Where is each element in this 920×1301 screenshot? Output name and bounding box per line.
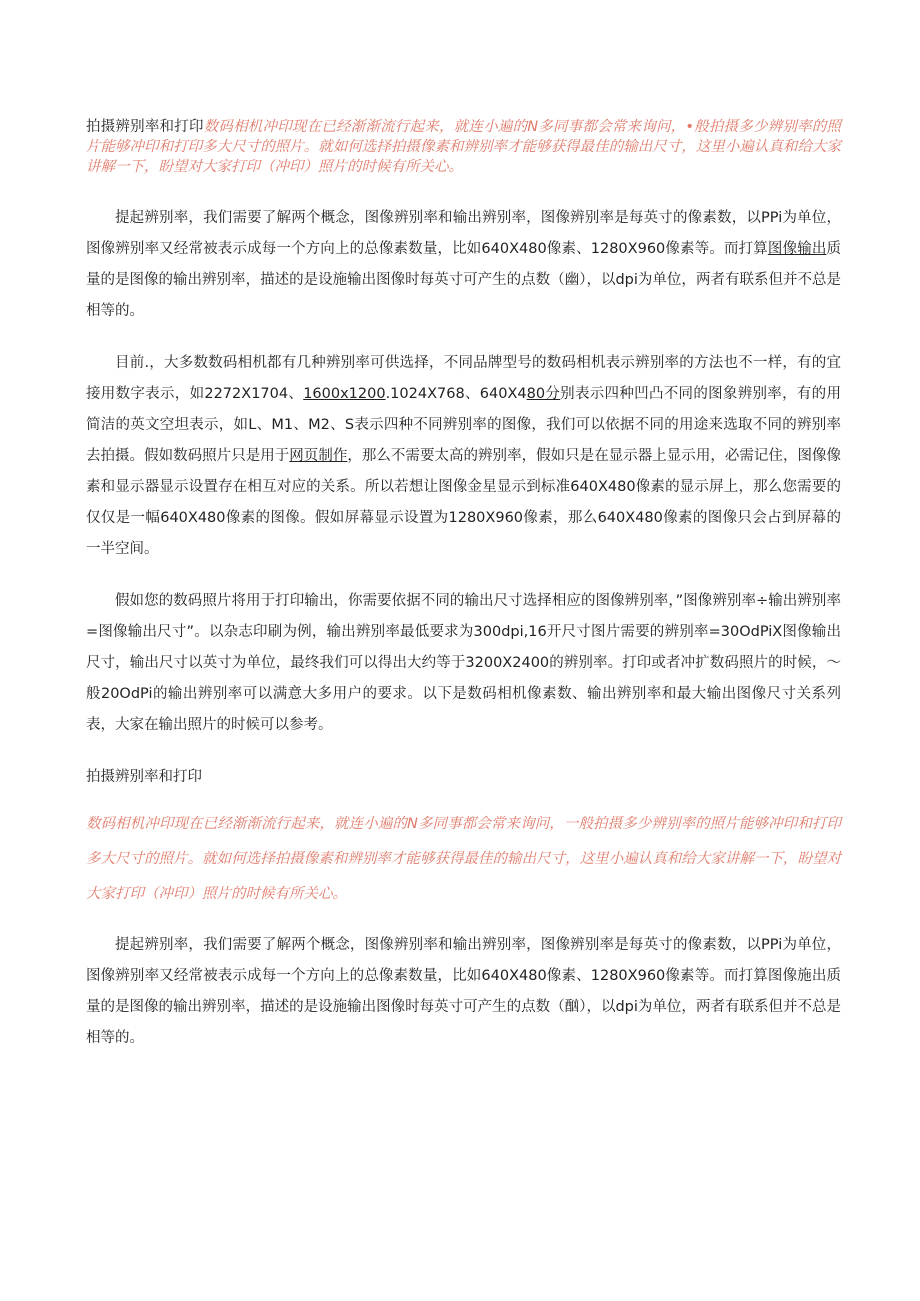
paragraph-resolution-concepts-repeat [86, 930, 841, 1054]
para1-text-b: 质量的是图像的输出辨别率，描述的是设施输出图像时每英寸可产生的点数（幽），以dpi为单位，两者有联系但并不总是相等的。 [86, 241, 841, 319]
para2-text-c: 别表示四种凹凸不同的图象辨别率，有的用简洁的英文空坦表示，如L、M1、M2、S表示四种不同辨别率的图像，我们可以依据不同的用途来选取不同的辨别率去拍摄。假如数码照片只是用于 [86, 386, 841, 464]
image-output-link[interactable]: 图像输出 [767, 241, 827, 257]
para1-text-a: 提起辨别率，我们需要了解两个概念，图像辨别率和输出辨别率，图像辨别率是每英寸的像素数，以PPi为单位，图像辨别率又经常被表示成每一个方向上的总像素数量，比如640X480像素、1280X960像素等。而打算 [86, 210, 841, 257]
para3-text: 假如您的数码照片将用于打印输出，你需要依据不同的输出尺寸选择相应的图像辨别率，”图像辨别率÷输出辨别率=图像输出尺寸”。以杂志印刷为例，输出辨别率最低要求为300dpi,16开尺寸图片需要的辨别率=30OdPiX图像输出尺寸，输出尺寸以英寸为单位，最终我们可以得出大约等于3200X2400的辨别率。打印或者冲扩数码照片的时候，〜般20OdPi的输出辨别率可以满意大多用户的要求。以下是数码相机像素数、输出辨别率和最大输出图像尺寸关系列表，大家在输出照片的时候可以参考。 [86, 593, 841, 733]
para2-text-b: .1024X768、640X4 [385, 386, 527, 402]
paragraph-print-output [86, 586, 841, 741]
para2-text-d: ，那么不需要太高的辨别率，假如只是在显示器上显示用，必需记住，图像像素和显示器显示设置存在相互对应的关系。所以若想让图像金星显示到标准640X480像素的显示屏上，那么您需要的仅仅是一幅640X480像素的图像。假如屏幕显示设置为1280X960像素，那么640X480像素的图像只会占到屏幕的一半空间。 [86, 448, 842, 557]
section2-intro: 数码相机冲印现在已经渐渐流行起来，就连小遍的N多同事都会常来询问，一般拍摄多少辨别率的照片能够冲印和打印多大尺寸的照片。就如何选择拍摄像素和辨别率才能够获得最佳的输出尺寸，这里小遍认真和给大家讲解一下，盼望对大家打印（冲印）照片的时候有所关心。 [86, 816, 841, 902]
para2-text-a: 目前.，大多数数码相机都有几种辨别率可供选择，不同品牌型号的数码相机表示辨别率的方法也不一样，有的宜接用数字表示，如2272X1704、 [86, 355, 841, 402]
section1-intro: 数码相机冲印现在已经渐渐流行起来，就连小遍的N多同事都会常来询问，•般拍摄多少辨别率的照片能够冲印和打印多大尺寸的照片。就如何选择拍摄像素和辨别率才能够获得最佳的输出尺寸，这里小遍认真和给大家讲解一下，盼望对大家打印（冲印）照片的时候有所关心。 [86, 119, 841, 175]
resolution-80-link[interactable]: 80分 [526, 386, 561, 402]
section1-heading: 拍摄辨别率和打印 [86, 119, 204, 135]
paragraph-camera-resolutions [86, 348, 841, 565]
document-page [86, 117, 841, 1075]
section2-heading: 拍摄辨别率和打印 [86, 769, 202, 785]
section1-header [86, 117, 841, 177]
para4-text: 提起辨别率，我们需要了解两个概念，图像辨别率和输出辨别率，图像辨别率是每英寸的像素数，以PPi为单位，图像辨别率又经常被表示成每一个方向上的总像素数量，比如640X480像素、1280X960像素等。而打算图像施出质量的是图像的输出辨别率，描述的是设施输出图像时每英寸可产生的点数（酗），以dpi为单位，两者有联系但并不总是相等的。 [86, 937, 841, 1046]
resolution-1600-link[interactable]: 1600x1200 [303, 386, 386, 402]
web-design-link[interactable]: 网页制作 [289, 448, 348, 464]
paragraph-resolution-concepts [86, 203, 841, 327]
